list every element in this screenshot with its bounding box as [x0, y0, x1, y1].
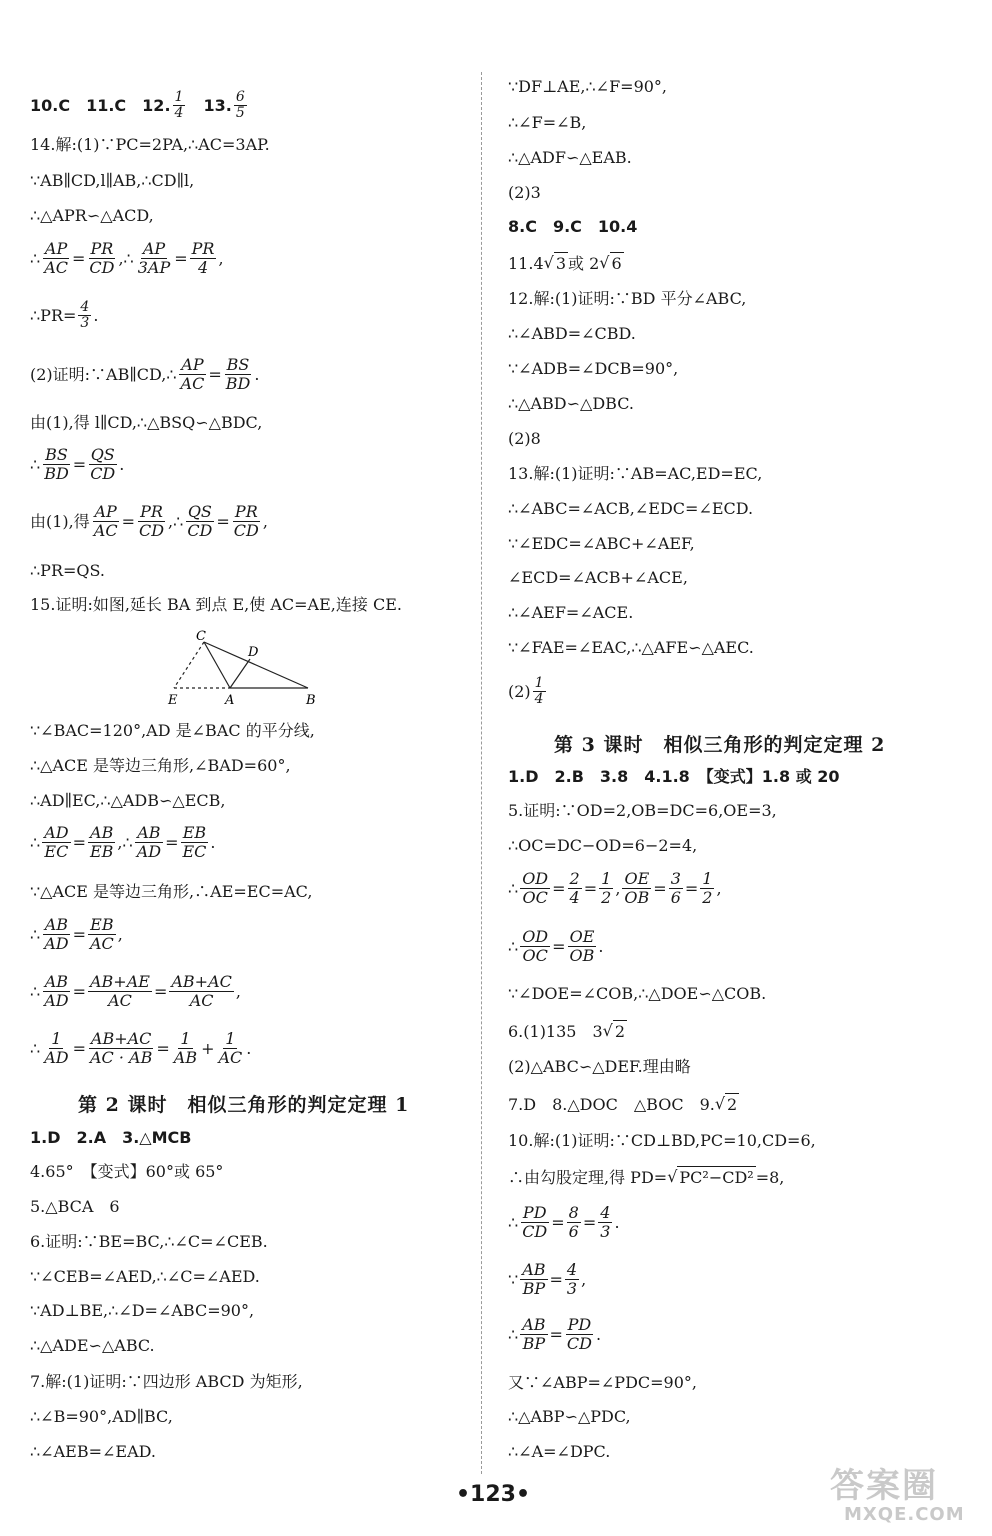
watermark-text: 答案圈 [830, 1466, 938, 1506]
q15-line: ∵∠BAC=120°,AD 是∠BAC 的平分线, [30, 721, 315, 740]
column-divider [481, 72, 482, 1474]
section-heading-lesson-3: 第 3 课时 相似三角形的判定定理 2 [554, 734, 886, 756]
q15-fraction-line: ∴ $\frac{AD}{EC}$ = $\frac{AB}{EB}$ ,∴ $\frac{AB}{AD}$ = $\frac{EB}{EC}$ . [30, 823, 216, 861]
triangle-diagram [160, 628, 350, 708]
q10-line: ∴由勾股定理,得 PD= √ PC²−CD² =8, [508, 1167, 785, 1187]
q6-line: ∵AD⊥BE,∴∠D=∠ABC=90°, [30, 1301, 255, 1320]
answer-line: 1.D 2.B 3.8 4.1.8 【变式】1.8 或 20 [508, 767, 840, 786]
label-b: B [306, 693, 316, 708]
q10-fraction-line: ∵ $\frac{AB}{BP}$ = $\frac{4}{3}$ , [508, 1260, 587, 1298]
q7-line: ∴△ADF∽△EAB. [508, 148, 632, 167]
q12-line: ∵∠ADB=∠DCB=90°, [508, 359, 679, 378]
q14-line: 14.解:(1)∵PC=2PA,∴AC=3AP. [30, 135, 270, 154]
label-a: A [225, 693, 235, 708]
q7-line: ∴∠F=∠B, [508, 113, 587, 132]
q14-fraction-line: 由(1),得 $\frac{AP}{AC}$ = $\frac{PR}{CD}$ ,∴ $\frac{QS}{CD}$ = $\frac{PR}{CD}$ , [30, 502, 268, 540]
segment-ca [204, 642, 230, 688]
q10-fraction-line: ∴ $\frac{PD}{CD}$ = $\frac{8}{6}$ = $\frac{4}{3}$ . [508, 1203, 620, 1241]
q15-line: ∴△ACE 是等边三角形,∠BAD=60°, [30, 756, 291, 775]
q14-line: 由(1),得 l∥CD,∴△BSQ∽△BDC, [30, 413, 263, 432]
q14-line: ∴PR=QS. [30, 561, 105, 580]
q10-line: ∴∠A=∠DPC. [508, 1442, 611, 1461]
q13-line: ∴∠ABC=∠ACB,∠EDC=∠ECD. [508, 499, 754, 518]
q14-fraction-line: ∴ $\frac{BS}{BD}$ = $\frac{QS}{CD}$ . [30, 445, 125, 483]
q14-line: ∴△APR∽△ACD, [30, 206, 154, 225]
q6-line: ∵∠CEB=∠AED,∴∠C=∠AED. [30, 1267, 260, 1286]
watermark-logo [822, 1458, 982, 1530]
answer-line-10-13: 10.C 11.C 12. $\frac{1}{4}$ 13. $\frac{6}{5}$ [30, 89, 245, 121]
q15-fraction-line: ∴ $\frac{AB}{AD}$ = $\frac{AB+AE}{AC}$ = $\frac{AB+AC}{AC}$ , [30, 972, 241, 1010]
q10-line: 又∵∠ABP=∠PDC=90°, [508, 1373, 697, 1392]
section-heading-lesson-2: 第 2 课时 相似三角形的判定定理 1 [78, 1094, 410, 1116]
q12-line: ∴△ABD∽△DBC. [508, 394, 634, 413]
q15-line: 15.证明:如图,延长 BA 到点 E,使 AC=AE,连接 CE. [30, 595, 402, 614]
q15-fraction-line: ∴ $\frac{AB}{AD}$ = $\frac{EB}{AC}$ , [30, 915, 123, 953]
q7-line: 7.解:(1)证明:∵四边形 ABCD 为矩形, [30, 1372, 303, 1391]
q12-line: ∴∠ABD=∠CBD. [508, 324, 636, 343]
q6-line: 6.证明:∵BE=BC,∴∠C=∠CEB. [30, 1232, 268, 1251]
answer-line: 4.65° 【变式】60°或 65° [30, 1162, 224, 1181]
page-number: •123• [456, 1482, 531, 1507]
answer-line-11: 11.4 √ 3 或 2 √ 6 [508, 253, 622, 273]
q12-part2: (2)8 [508, 429, 541, 448]
q10-line: 10.解:(1)证明:∵CD⊥BD,PC=10,CD=6, [508, 1131, 816, 1150]
answer-line: 1.D 2.A 3.△MCB [30, 1128, 192, 1147]
q6-part2: (2)△ABC∽△DEF.理由略 [508, 1057, 691, 1076]
q7-line: ∵DF⊥AE,∴∠F=90°, [508, 77, 668, 96]
q10-fraction-line: ∴ $\frac{AB}{BP}$ = $\frac{PD}{CD}$ . [508, 1315, 602, 1353]
q7-line: ∴∠B=90°,AD∥BC, [30, 1407, 173, 1426]
q10-line: ∴△ABP∽△PDC, [508, 1407, 631, 1426]
q14-result-line: ∴PR= $\frac{4}{3}$ . [30, 299, 99, 331]
label-d: D [248, 645, 259, 660]
q5-fraction-line: ∴ $\frac{OD}{OC}$ = $\frac{OE}{OB}$ . [508, 927, 604, 965]
q13-line: ∠ECD=∠ACB+∠ACE, [508, 568, 688, 587]
segment-ad [230, 659, 250, 688]
watermark-url: MXQE.COM [844, 1504, 965, 1525]
answer-line-6: 6.(1)135 3 √ 2 [508, 1021, 626, 1041]
answer-line-7-9: 7.D 8.△DOC △BOC 9. √ 2 [508, 1094, 738, 1114]
answer-line: 8.C 9.C 10.4 [508, 217, 638, 236]
q12-line: 12.解:(1)证明:∵BD 平分∠ABC, [508, 289, 747, 308]
q6-line: ∴△ADE∽△ABC. [30, 1336, 155, 1355]
label-e: E [168, 693, 178, 708]
q14-part2-line: (2)证明:∵AB∥CD,∴ $\frac{AP}{AC}$ = $\frac{BS}{BD}$ . [30, 355, 260, 393]
q14-fraction-line: ∴ $\frac{AP}{AC}$ = $\frac{PR}{CD}$ ,∴ $\frac{AP}{3AP}$ = $\frac{PR}{4}$ , [30, 239, 224, 277]
q15-line: ∴AD∥EC,∴△ADB∽△ECB, [30, 791, 226, 810]
q13-line: 13.解:(1)证明:∵AB=AC,ED=EC, [508, 464, 763, 483]
q14-line: ∵AB∥CD,l∥AB,∴CD∥l, [30, 171, 195, 190]
q15-line: ∵△ACE 是等边三角形,∴AE=EC=AC, [30, 882, 313, 901]
segment-ce [174, 642, 204, 688]
q13-line: ∴∠AEF=∠ACE. [508, 603, 634, 622]
answer-line: 5.△BCA 6 [30, 1197, 120, 1216]
q5-fraction-line: ∴ $\frac{OD}{OC}$ = $\frac{2}{4}$ = $\frac{1}{2}$ , $\frac{OE}{OB}$ = $\frac{3}{6}$ = $\frac{1}{2}$ , [508, 869, 722, 907]
q15-fraction-line: ∴ $\frac{1}{AD}$ = $\frac{AB+AC}{AC \cdot AB}$ = $\frac{1}{AB}$ + $\frac{1}{AC}$ . [30, 1029, 252, 1067]
q13-line: ∵∠EDC=∠ABC+∠AEF, [508, 534, 695, 553]
q7-part2: (2)3 [508, 183, 541, 202]
q13-part2: (2) $\frac{1}{4}$ [508, 675, 544, 707]
q5-line: ∴OC=DC−OD=6−2=4, [508, 836, 698, 855]
q7-line: ∴∠AEB=∠EAD. [30, 1442, 156, 1461]
label-c: C [196, 629, 206, 644]
q13-line: ∵∠FAE=∠EAC,∴△AFE∽△AEC. [508, 638, 754, 657]
q5-line: ∵∠DOE=∠COB,∴△DOE∽△COB. [508, 984, 767, 1003]
q5-line: 5.证明:∵OD=2,OB=DC=6,OE=3, [508, 801, 777, 820]
